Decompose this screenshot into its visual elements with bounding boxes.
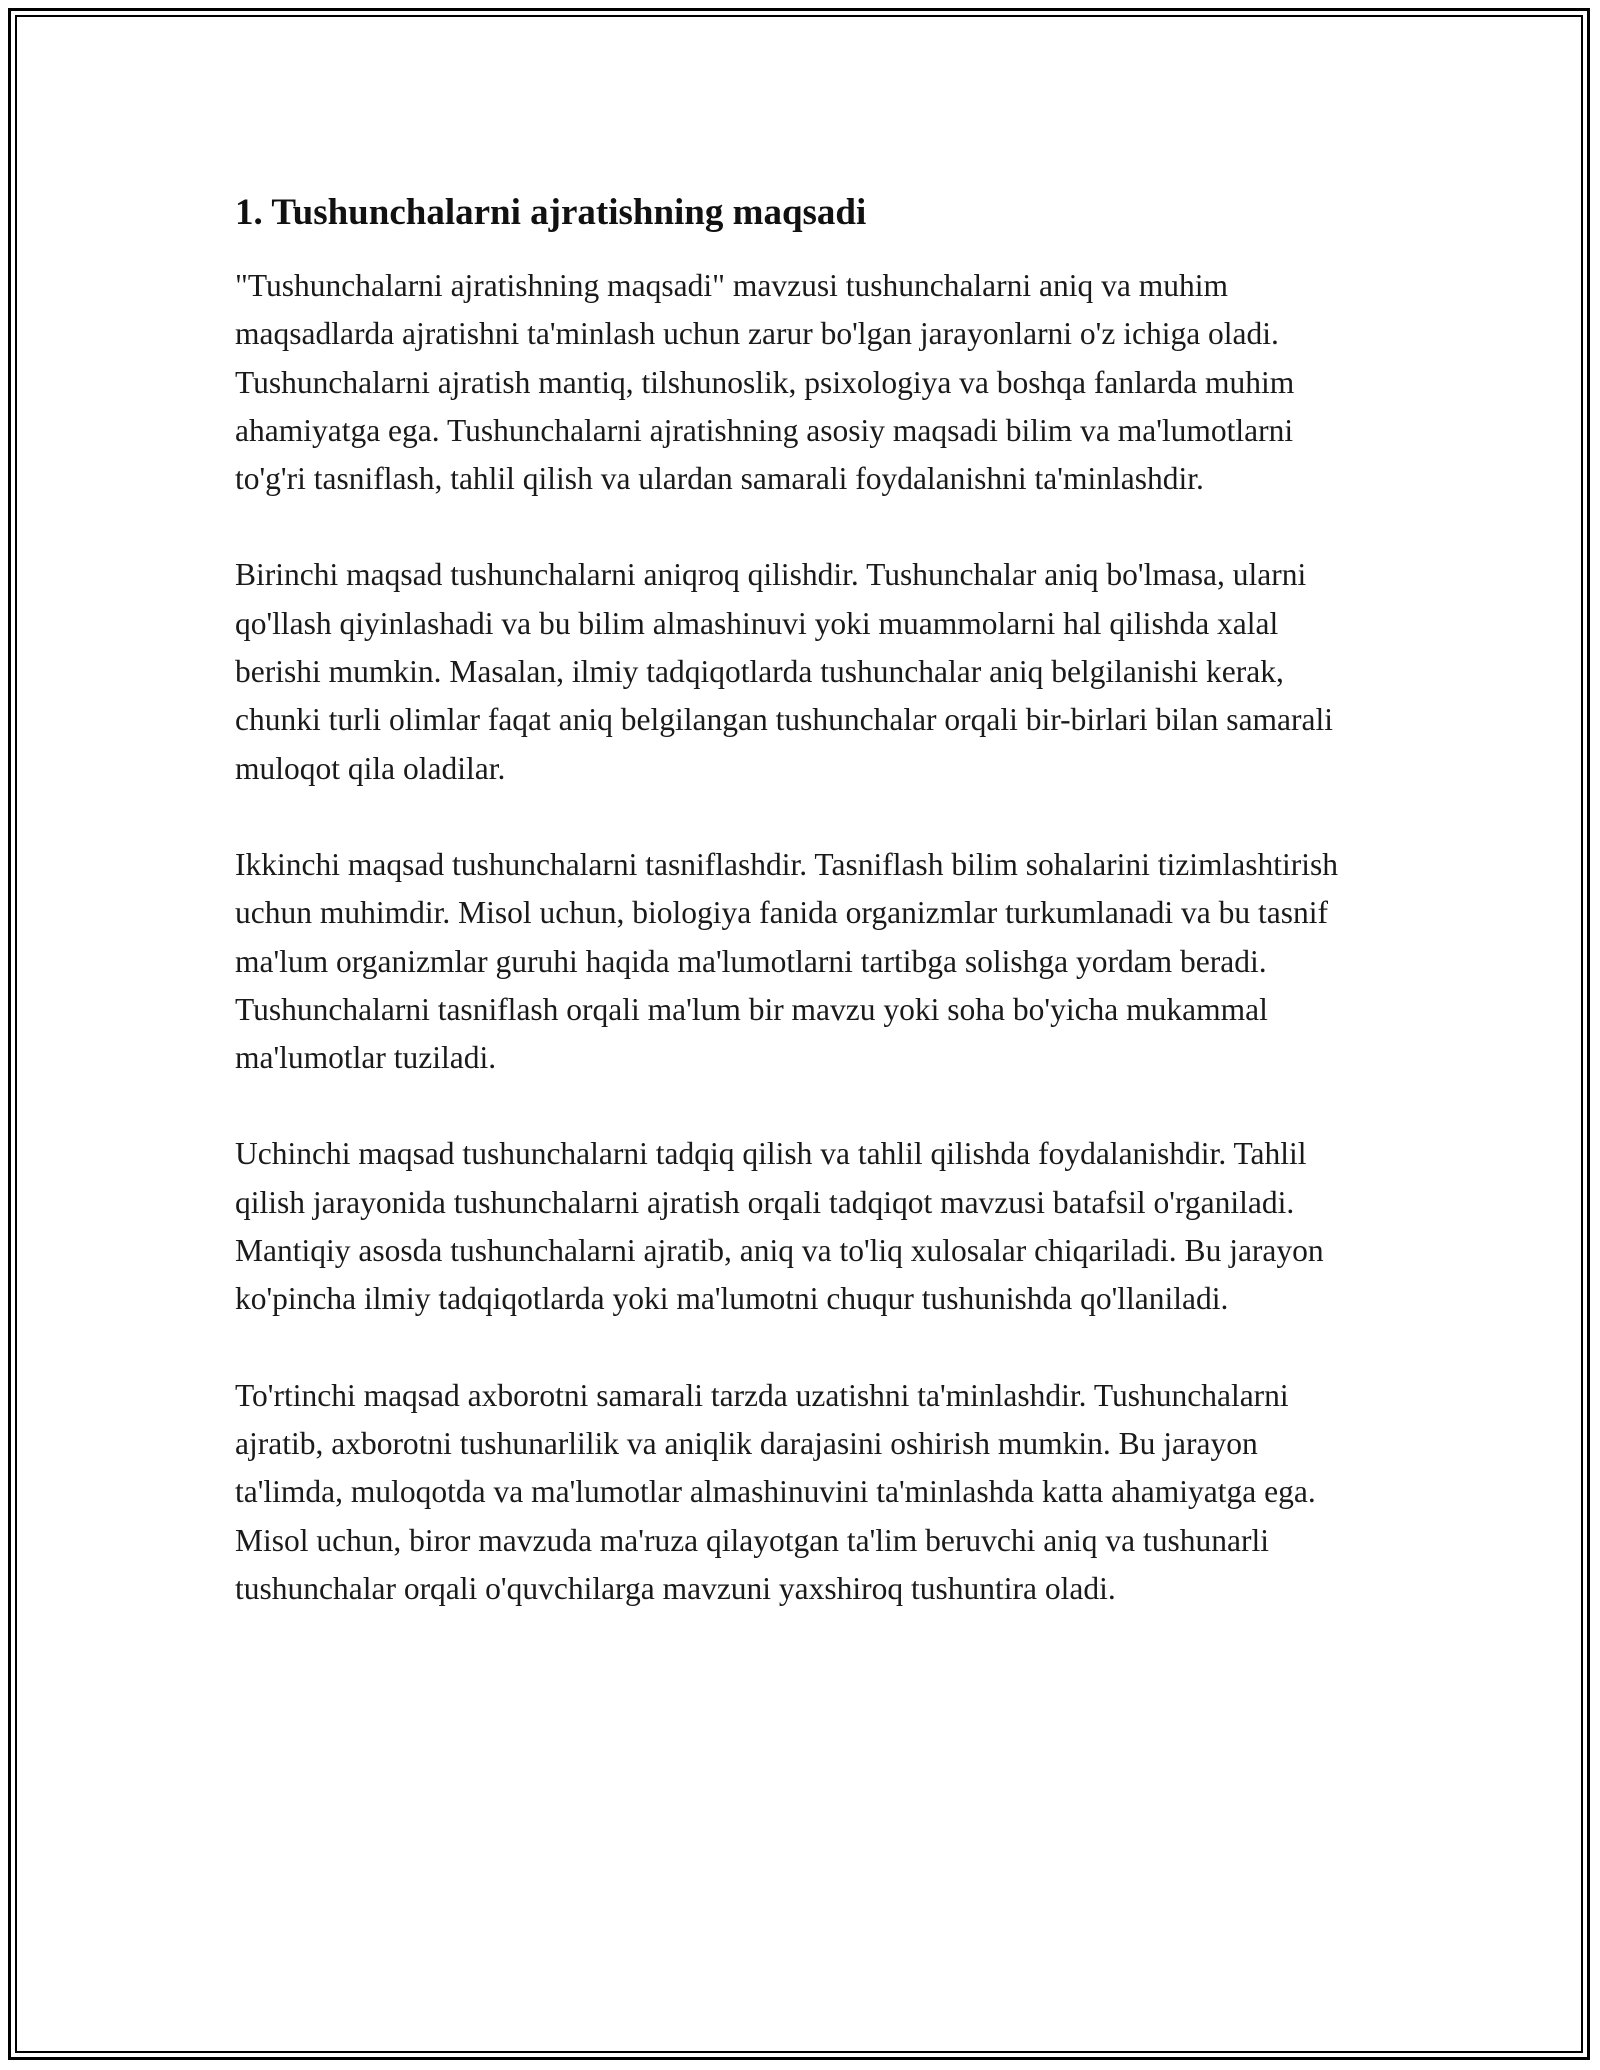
paragraph-second-goal: Ikkinchi maqsad tushunchalarni tasniflashdir. Tasniflash bilim sohalarini tizimlashtirish uchun muhimdir. Misol uchun, biologiya fanida organizmlar turkumlanadi va bu tasnif ma'lum organizmlar guruhi haqida ma'lumotlarni tartibga solishga yordam beradi. Tushunchalarni tasniflash orqali ma'lum bir mavzu yoki soha bo'yicha mukammal ma'lumotlar tuziladi. (235, 846, 1339, 1076)
document-body (235, 188, 1365, 1661)
paragraph-first-goal: Birinchi maqsad tushunchalarni aniqroq qilishdir. Tushunchalar aniq bo'lmasa, ularni qo'llash qiyinlashadi va bu bilim almashinuvi yoki muammolarni hal qilishda xalal berishi mumkin. Masalan, ilmiy tadqiqotlarda tushunchalar aniq belgilanishi kerak, chunki turli olimlar faqat aniq belgilangan tushunchalar orqali bir-birlari bilan samarali muloqot qila oladilar. (235, 557, 1334, 786)
paragraph-fourth-goal: To'rtinchi maqsad axborotni samarali tarzda uzatishni ta'minlashdir. Tushunchalarni ajratib, axborotni tushunarlilik va aniqlik darajasini oshirish mumkin. Bu jarayon ta'limda, muloqotda va ma'lumotlar almashinuvini ta'minlashda katta ahamiyatga ega. Misol uchun, biror mavzuda ma'ruza qilayotgan ta'lim beruvchi aniq va tushunarli tushunchalar orqali o'quvchilarga mavzuni yaxshiroq tushuntira oladi. (235, 1377, 1316, 1606)
paragraph-intro: "Tushunchalarni ajratishning maqsadi" mavzusi tushunchalarni aniq va muhim maqsadlarda ajratishni ta'minlash uchun zarur bo'lgan jarayonlarni o'z ichiga oladi. Tushunchalarni ajratish mantiq, tilshunoslik, psixologiya va boshqa fanlarda muhim ahamiyatga ega. Tushunchalarni ajratishning asosiy maqsadi bilim va ma'lumotlarni to'g'ri tasniflash, tahlil qilish va ulardan samarali foydalanishni ta'minlashdir. (235, 268, 1295, 497)
paragraph-third-goal: Uchinchi maqsad tushunchalarni tadqiq qilish va tahlil qilishda foydalanishdir. Tahlil qilish jarayonida tushunchalarni ajratish orqali tadqiqot mavzusi batafsil o'rganiladi. Mantiqiy asosda tushunchalarni ajratib, aniq va to'liq xulosalar chiqariladi. Bu jarayon ko'pincha ilmiy tadqiqotlarda yoki ma'lumotni chuqur tushunishda qo'llaniladi. (235, 1136, 1324, 1317)
section-heading: 1. Tushunchalarni ajratishning maqsadi (235, 192, 867, 233)
